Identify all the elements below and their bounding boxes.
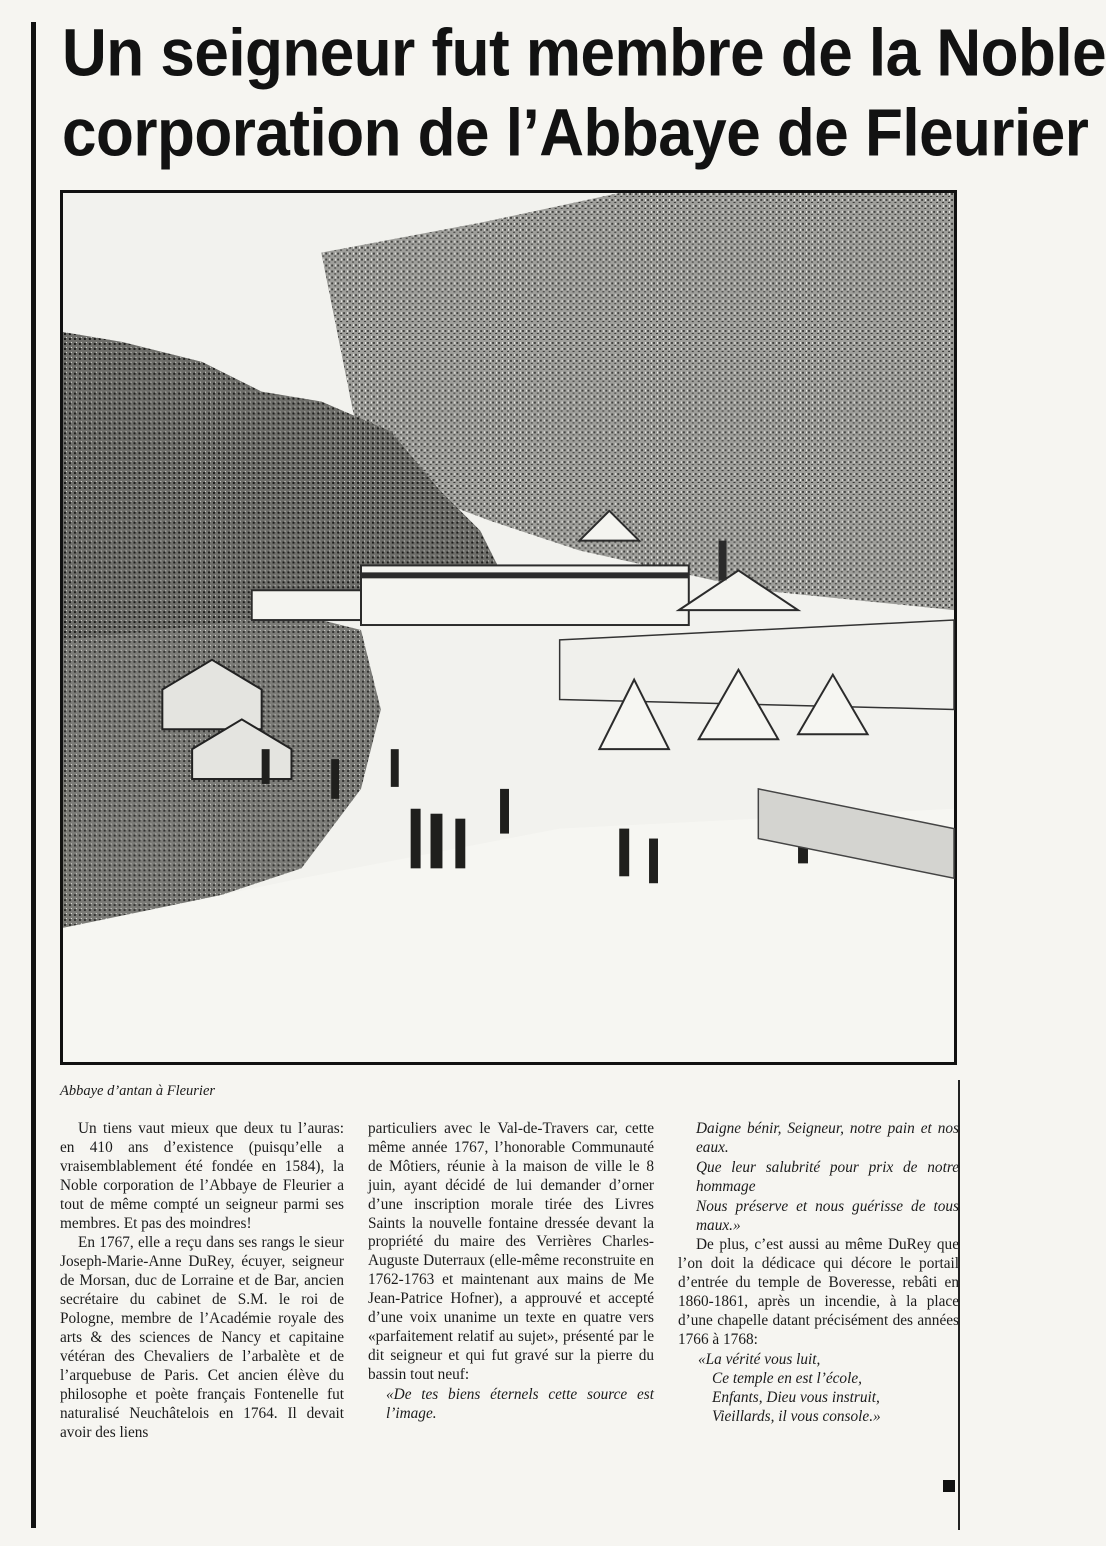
paragraph: particuliers avec le Val-de-Travers car, cette même année 1767, l’honorable Communauté de Môtiers, réunie à la maison de ville le 8 juin, ayant décidé de lui demander d’orner d’une inscription morale tirée des Livres Saints la nouvelle fontaine dressée devant la propriété du maire des Verrières Charles-Auguste Duterraux (elle-même reconstruite en 1762-1763 et maintenant aux mains de Me Jean-Patrice Hofner), a approuvé et accepté d’une voix unanime un texte en quatre vers «parfaitement relatif au sujet», présenté par le dit seigneur et qui fut gravé sur la pierre du bassin tout neuf: (368, 1120, 654, 1383)
photo-illustration (63, 193, 954, 1062)
end-of-article-mark (943, 1480, 955, 1492)
verse-line: Que leur salubrité pour prix de notre hommage (696, 1158, 959, 1195)
photo-caption: Abbaye d’antan à Fleurier (60, 1083, 216, 1099)
poem-line: Enfants, Dieu vous instruit, (712, 1388, 880, 1406)
headline-line-1: Un seigneur fut membre de la Noble (62, 16, 1106, 91)
poem-line: «La vérité vous luit, (698, 1350, 821, 1368)
article-column-2 (368, 1120, 654, 1425)
headline (62, 14, 1106, 174)
verse-line: «De tes biens éternels cette source est l’image. (386, 1385, 654, 1422)
left-column-rule (31, 22, 36, 1528)
verse-line: Daigne bénir, Seigneur, notre pain et nos eaux. (696, 1120, 959, 1156)
paragraph: En 1767, elle a reçu dans ses rangs le sieur Joseph-Marie-Anne DuRey, écuyer, seigneur de Morsan, duc de Lorraine et de Bar, ancien secrétaire du cabinet de S.M. le roi de Pologne, membre de l’Académie royale des arts & des sciences de Nancy et capitaine vétéran des Chevaliers de l’arbalète et de l’arquebuse de Paris. Cet ancien élève du philosophe et poète français Fontenelle fut naturalisé Neuchâtelois en 1764. Il devait avoir des liens (60, 1234, 344, 1441)
dedication-poem (678, 1351, 959, 1427)
paragraph: De plus, c’est aussi au même DuRey que l’on doit la dédicace qui décore le portail d’entrée du temple de Boveresse, rebâti en 1860-1861, après un incendie, à la place d’une chapelle datant précisément des années 1766 à 1768: (678, 1236, 959, 1348)
poem-line: Ce temple en est l’école, (712, 1369, 862, 1387)
poem-line: Vieillards, il vous console.» (712, 1407, 881, 1425)
paragraph: Un tiens vaut mieux que deux tu l’auras: en 410 ans d’existence (puisqu’elle a vraisemblablement été fondée en 1584), la Noble corporation de l’Abbaye de Fleurier a tout de même compté un seigneur parmi ses membres. Et pas des moindres! (60, 1120, 344, 1232)
historic-photo (60, 190, 957, 1065)
article-column-3 (678, 1120, 959, 1427)
verse-line: Nous préserve et nous guérisse de tous maux.» (696, 1197, 959, 1234)
article-column-1 (60, 1120, 344, 1443)
headline-line-2: corporation de l’Abbaye de Fleurier (62, 96, 1089, 171)
